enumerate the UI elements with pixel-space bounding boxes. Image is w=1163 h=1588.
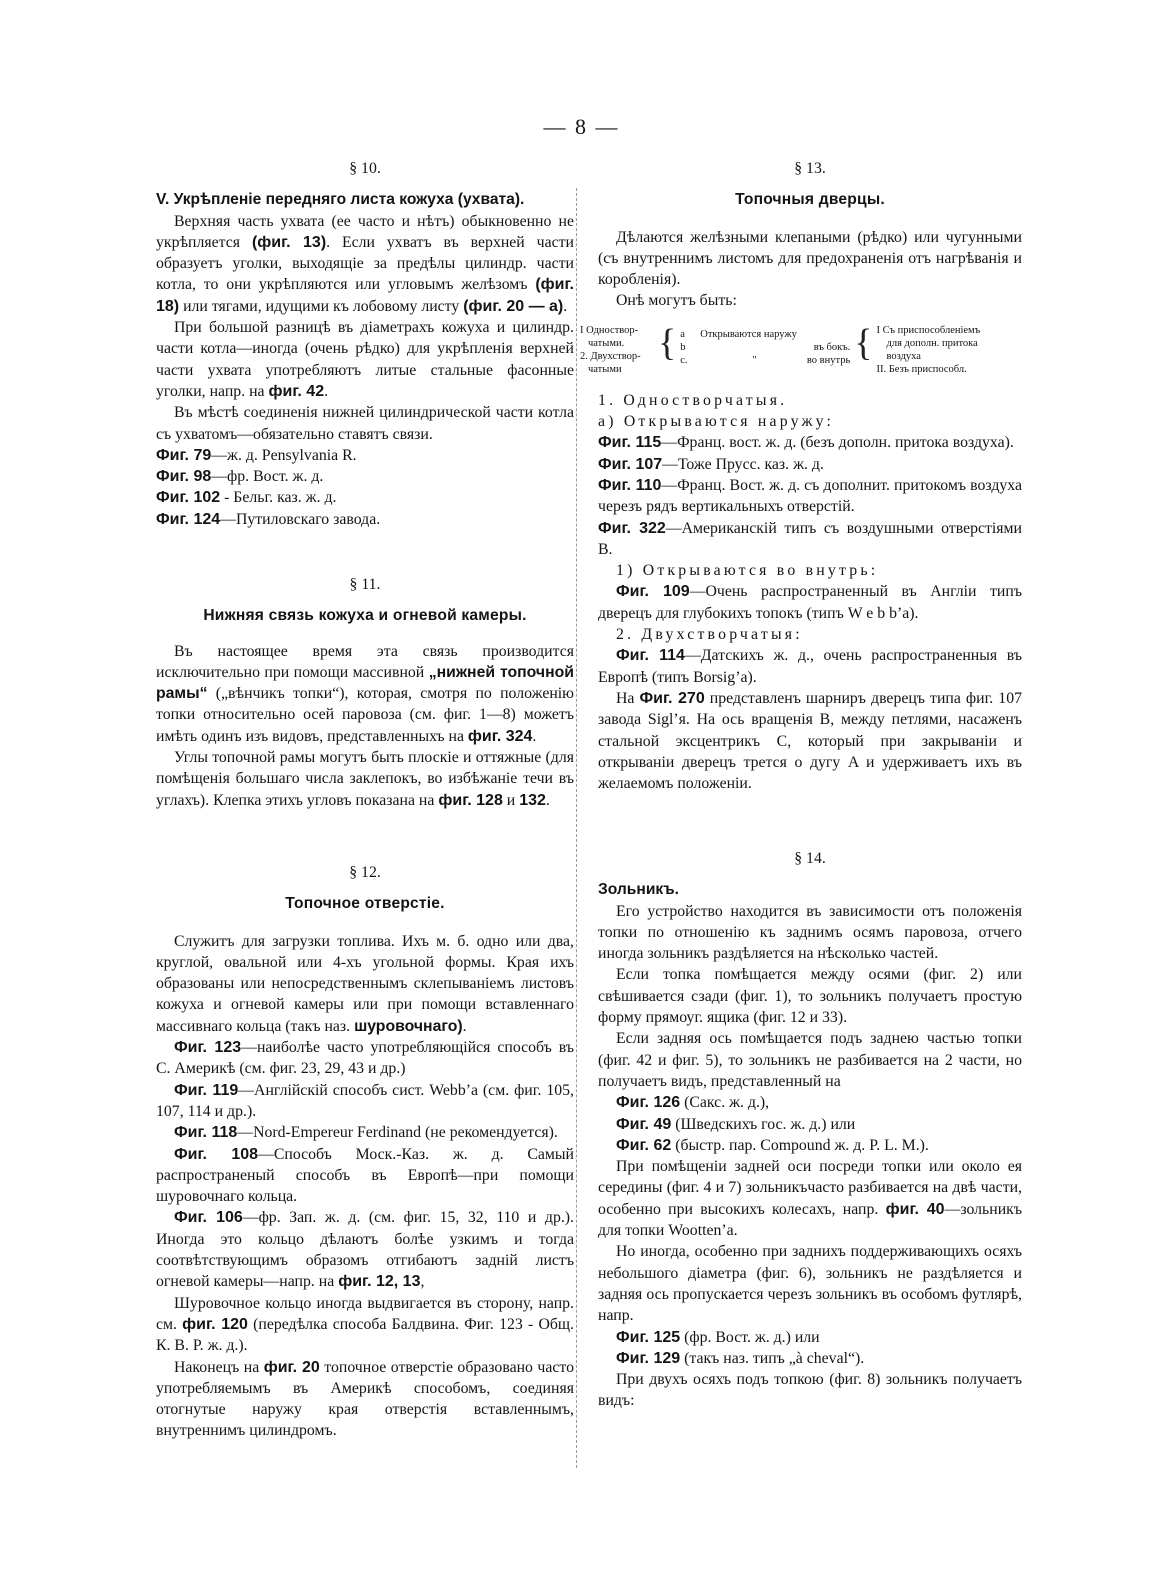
bold-term: шуровочнаго) — [354, 1017, 463, 1035]
text-run: Наконецъ на — [174, 1358, 264, 1376]
text-run: представленъ шарниръ дверецъ типа фиг. 107 завода Sigl’я. На ось вращенія B, между петлями, насаженъ стальной эксцентрикъ C, который при закрываніи и открываніи дверецъ трется о дугу A и удерживаетъ ихъ въ желаемомъ положеніи. — [598, 689, 1023, 793]
figure-label: Фиг. 129 — [616, 1349, 681, 1367]
paragraph — [156, 317, 574, 402]
figure-label: (фиг. 18) — [156, 276, 574, 315]
paragraph: Въ мѣстѣ соединенія нижней цилиндрической части котла съ ухватомъ—обязательно ставятъ связи. — [156, 404, 574, 443]
subheading: 1. Одностворчатыя. — [598, 391, 788, 409]
section-number: § 10. — [349, 160, 381, 177]
figure-ref — [598, 475, 1022, 518]
paragraph — [156, 641, 574, 747]
figure-ref — [598, 581, 1022, 624]
section-12 — [156, 862, 574, 1442]
scheme-cell: чатыми — [588, 363, 622, 375]
section-13 — [580, 158, 1023, 794]
figure-desc: —Очень распространенный въ Англіи типъ дверецъ для глубокихъ топокъ (типъ W e b b’a). — [598, 583, 1022, 622]
section-number: § 12. — [349, 864, 381, 881]
section-number: § 11. — [349, 576, 381, 593]
figure-label: Фиг. 119 — [174, 1081, 239, 1099]
figure-desc: (такъ наз. типъ „à cheval“). — [680, 1349, 865, 1367]
figure-label: фиг. 128 — [438, 791, 503, 809]
figure-refs — [598, 432, 1022, 560]
figure-label: Фиг. 106 — [174, 1209, 243, 1227]
paragraph: Если топка помѣщается между осями (фиг. 2) или свѣшивается сзади (фиг. 1), то зольникъ получаетъ простую форму прямоуг. ящика (фиг. 12 и 33). — [598, 966, 1022, 1027]
paragraph — [598, 688, 1022, 794]
figure-desc: —Nord-Empereur Ferdinand (не рекомендуется). — [237, 1124, 558, 1142]
figure-label: Фиг. 102 — [156, 489, 221, 507]
scheme-cell: " — [752, 354, 757, 366]
scheme-cell: c. — [680, 354, 688, 366]
scheme-cell: воздуха — [886, 350, 921, 362]
figure-ref — [598, 432, 1022, 453]
figure-label: Фиг. 126 — [616, 1094, 681, 1112]
figure-label: Фиг. 322 — [598, 519, 666, 537]
figure-desc: —ж. д. Pensylvania R. — [211, 446, 357, 464]
figure-ref — [156, 487, 574, 508]
subheading: 1) Открываются во внутрь: — [616, 562, 879, 580]
figure-desc: —Франц. вост. ж. д. (безъ дополн. притока воздуха). — [661, 434, 1014, 452]
section-11 — [156, 574, 574, 811]
text-run: . — [563, 297, 568, 315]
scheme-cell: въ бокъ. — [813, 341, 851, 353]
figure-label: фиг. 120 — [182, 1315, 248, 1333]
scheme-cell: b — [680, 341, 686, 353]
paragraph — [156, 747, 574, 811]
figure-desc: —Путиловскаго завода. — [220, 510, 381, 528]
text-run: . — [532, 727, 537, 745]
page-number: — 8 — — [543, 114, 620, 139]
figure-ref — [598, 1092, 1022, 1113]
paragraph — [598, 1156, 1022, 1241]
figure-desc: (фр. Вост. ж. д.) или — [680, 1328, 820, 1346]
text-run: При помѣщеніи задней оси посреди топки или около ея середины (фиг. 4 и 7) зольникъчасто разбивается на двѣ части, особенно при высокихъ колесахъ, напр. — [598, 1158, 1022, 1218]
scheme-cell: для дополн. притока — [886, 337, 978, 349]
figure-desc: —фр. Вост. ж. д. — [211, 468, 324, 486]
figure-desc: —Американскій типъ съ воздушными отверстіями B. — [598, 519, 1022, 558]
text-run: и — [502, 791, 520, 809]
column-divider — [576, 188, 577, 1468]
bold-term: „нижней топочной рамы“ — [156, 663, 574, 703]
figure-label: Фиг. 108 — [174, 1145, 259, 1163]
figure-label: (фиг. 13) — [251, 233, 327, 251]
paragraph — [156, 1207, 574, 1292]
figure-label: Фиг. 270 — [639, 689, 705, 707]
figure-desc: (Шведскихъ гос. ж. д.) или — [671, 1115, 856, 1133]
paragraph — [156, 931, 574, 1037]
figure-desc: —Способъ Моск.-Каз. ж. д. Самый распространеный способъ въ Европѣ—при помощи шуровочнаго кольца. — [156, 1145, 574, 1206]
text-run: или тягами, идущими къ лобовому листу — [179, 297, 464, 315]
figure-label: Фиг. 118 — [174, 1124, 238, 1142]
text-run: . Если ухватъ въ верхней части образуетъ уголки, выходящіе за предѣлы цилиндр. части котла, то они укрѣпляются или угловымъ желѣзомъ — [156, 233, 574, 294]
figure-desc: —наиболѣе часто употребляющійся способъ въ С. Америкѣ (см. фиг. 23, 29, 43 и др.) — [156, 1039, 575, 1078]
figure-label: фиг. 324 — [467, 727, 533, 745]
paragraph — [156, 1357, 574, 1442]
figure-ref — [156, 1080, 574, 1123]
figure-refs — [156, 445, 574, 530]
text-run: Верхняя часть ухвата (ее часто и нѣтъ) обыкновенно не укрѣпляется — [156, 212, 574, 251]
figure-label: Фиг. 124 — [156, 510, 221, 528]
text-run: . — [462, 1017, 467, 1035]
figure-label: 132 — [519, 791, 546, 809]
section-14 — [598, 848, 1022, 1412]
figure-label: Фиг. 115 — [598, 434, 662, 452]
figure-label: Фиг. 49 — [616, 1115, 672, 1133]
text-run: Углы топочной рамы могутъ быть плоскіе и оттяжные (для помѣщенія большаго числа заклепокъ, во избѣжаніе течи въ углахъ). Клепка этихъ угловъ показана на — [156, 749, 574, 809]
scheme-cell: чатыми. — [588, 337, 625, 349]
figure-ref — [156, 509, 574, 530]
text-run: (передѣлка способа Балдвина. Фиг. 123 - Общ. К. В. Р. ж. д.). — [156, 1315, 575, 1355]
section-title: V. Укрѣпленіе передняго листа кожуха (ухвата). — [156, 191, 525, 209]
text-run: На — [616, 689, 640, 707]
scheme-cell: во внутрь — [806, 354, 851, 366]
scheme-cell: II. Безъ приспособл. — [876, 363, 967, 375]
figure-label: Фиг. 109 — [616, 583, 690, 601]
scheme-cell: 2. Двухствор- — [580, 350, 641, 362]
figure-ref — [156, 445, 574, 466]
figure-refs — [156, 1037, 574, 1207]
section-title: Нижняя связь кожуха и огневой камеры. — [203, 607, 527, 625]
figure-label: Фиг. 98 — [156, 468, 212, 486]
figure-desc: (быстр. пар. Compound ж. д. P. L. M.). — [671, 1136, 929, 1154]
paragraph: Его устройство находится въ зависимости отъ положенія топки по отношенію къ заднимъ осямъ паровоза, отчего иногда зольникъ раздѣляется на нѣсколько частей. — [598, 902, 1022, 963]
figure-label: Фиг. 125 — [616, 1328, 681, 1346]
text-run: топочное отверстіе образовано часто употребляемымъ въ Америкѣ способомъ, соединяя отогнутые наружу края отверстія вставленнымъ, внутреннимъ цилиндромъ. — [156, 1358, 574, 1440]
text-run: Въ настоящее время эта связь производится исключительно при помощи массивной — [156, 642, 574, 681]
figure-ref — [598, 1327, 1022, 1348]
text-run: При большой разницѣ въ діаметрахъ кожуха и цилиндр. части котла—иногда (очень рѣдко) для укрѣпленія верхней части ухвата употребляютъ литые стальные фасонные уголки, напр. на — [156, 319, 574, 400]
figure-label: фиг. 42 — [268, 382, 325, 400]
figure-label: фиг. 20 — [263, 1358, 320, 1376]
figure-label: Фиг. 79 — [156, 446, 212, 464]
section-10 — [156, 158, 574, 530]
text-run: , — [420, 1273, 425, 1291]
text-run: —зольникъ для топки Wootten’a. — [598, 1200, 1022, 1240]
section-title: Зольникъ. — [598, 881, 679, 899]
paragraph: Но иногда, особенно при заднихъ поддерживающихъ осяхъ небольшого діаметра (фиг. 6), зольникъ не раздѣляется и задняя ось пропускается черезъ зольникъ въ особомъ футлярѣ, напр. — [598, 1243, 1022, 1325]
paragraph: При двухъ осяхъ подъ топкою (фиг. 8) зольникъ получаетъ видъ: — [598, 1371, 1022, 1410]
section-number: § 14. — [794, 850, 826, 867]
section-title: Топочныя дверцы. — [735, 191, 885, 209]
scheme-cell: I Одноствор- — [580, 324, 639, 336]
figure-refs — [598, 1092, 1022, 1156]
figure-label: фиг. 40 — [885, 1200, 945, 1218]
text-run: Служитъ для загрузки топлива. Ихъ м. б. одно или два, круглой, овальной или 4-хъ угольной формы. Края ихъ образованы или непосредственнымъ склепываніемъ листовъ кожуха и огневой камеры или при помощи вставленнаго массивнаго кольца (такъ наз. — [156, 932, 574, 1035]
text-run: Шуровочное кольцо иногда выдвигается въ сторону, напр. см. — [156, 1294, 574, 1333]
figure-desc: —Англійскій способъ сист. Webb’a (см. фиг. 105, 107, 114 и др.). — [156, 1081, 574, 1120]
door-classification-scheme — [578, 321, 1008, 376]
figure-label: Фиг. 123 — [174, 1039, 242, 1057]
figure-label: (фиг. 20 — а) — [463, 297, 564, 315]
figure-ref — [598, 645, 1022, 688]
subheading: а) Открываются наружу: — [598, 413, 835, 431]
figure-desc: —Тоже Прусс. каз. ж. д. — [662, 455, 824, 473]
brace-icon: { — [658, 321, 677, 364]
figure-ref — [156, 1037, 574, 1080]
paragraph — [156, 211, 574, 317]
paragraph: Дѣлаются желѣзными клепаными (рѣдко) или чугунными (съ внутреннимъ листомъ для предохраненія отъ нагрѣванія и коробленія). — [598, 228, 1022, 289]
figure-label: Фиг. 114 — [616, 647, 685, 665]
paragraph: Онѣ могутъ быть: — [616, 292, 737, 310]
scheme-cell: I Съ приспособленіемъ — [876, 324, 981, 336]
scheme-cell: a — [680, 328, 685, 340]
text-run: . — [324, 382, 329, 400]
figure-ref — [598, 1135, 1022, 1156]
text-run: . — [545, 791, 550, 809]
figure-ref — [598, 454, 1022, 475]
text-run: („вѣнчикъ топки“), которая, смотря по положенію топки относительно осей паровоза (см. фиг. 1—8) можетъ имѣть одинъ изъ видовъ, представленныхъ на — [156, 685, 574, 745]
figure-ref — [598, 518, 1022, 561]
figure-label: Фиг. 110 — [598, 476, 662, 494]
figure-ref — [156, 1144, 574, 1208]
section-title: Топочное отверстіе. — [285, 895, 445, 913]
figure-label: Фиг. 107 — [598, 455, 663, 473]
figure-label: Фиг. 62 — [616, 1136, 672, 1154]
paragraph — [156, 1293, 574, 1357]
figure-ref — [156, 466, 574, 487]
paragraph: Если задняя ось помѣщается подъ заднею частью топки (фиг. 42 и фиг. 5), то зольникъ не разбивается на 2 части, но получаетъ видъ, представленный на — [598, 1030, 1022, 1090]
figure-desc: (Сакс. ж. д.), — [680, 1094, 770, 1112]
figure-ref — [598, 1114, 1022, 1135]
figure-refs — [598, 1327, 1022, 1370]
brace-icon: { — [854, 321, 873, 364]
subheading: 2. Двухстворчатыя: — [616, 626, 803, 644]
figure-desc: —Датскихъ ж. д., очень распространенныя въ Европѣ (типъ Borsig’a). — [598, 647, 1022, 686]
text-run: —фр. Зап. ж. д. (см. фиг. 15, 32, 110 и др.). Иногда это кольцо дѣлаютъ болѣе узкимъ и тогда соотвѣтствующимъ образомъ отгибаютъ задній листъ огневой камеры—напр. на — [156, 1209, 575, 1291]
figure-desc: - Бельг. каз. ж. д. — [220, 489, 337, 507]
section-number: § 13. — [794, 160, 826, 177]
figure-desc: —Франц. Вост. ж. д. съ дополнит. притокомъ воздуха черезъ рядъ вертикальныхъ отверстій. — [598, 476, 1022, 516]
figure-ref — [156, 1122, 574, 1143]
figure-ref — [598, 1348, 1022, 1369]
figure-label: фиг. 12, 13 — [338, 1273, 421, 1291]
scheme-cell: Открываются наружу — [700, 328, 797, 340]
